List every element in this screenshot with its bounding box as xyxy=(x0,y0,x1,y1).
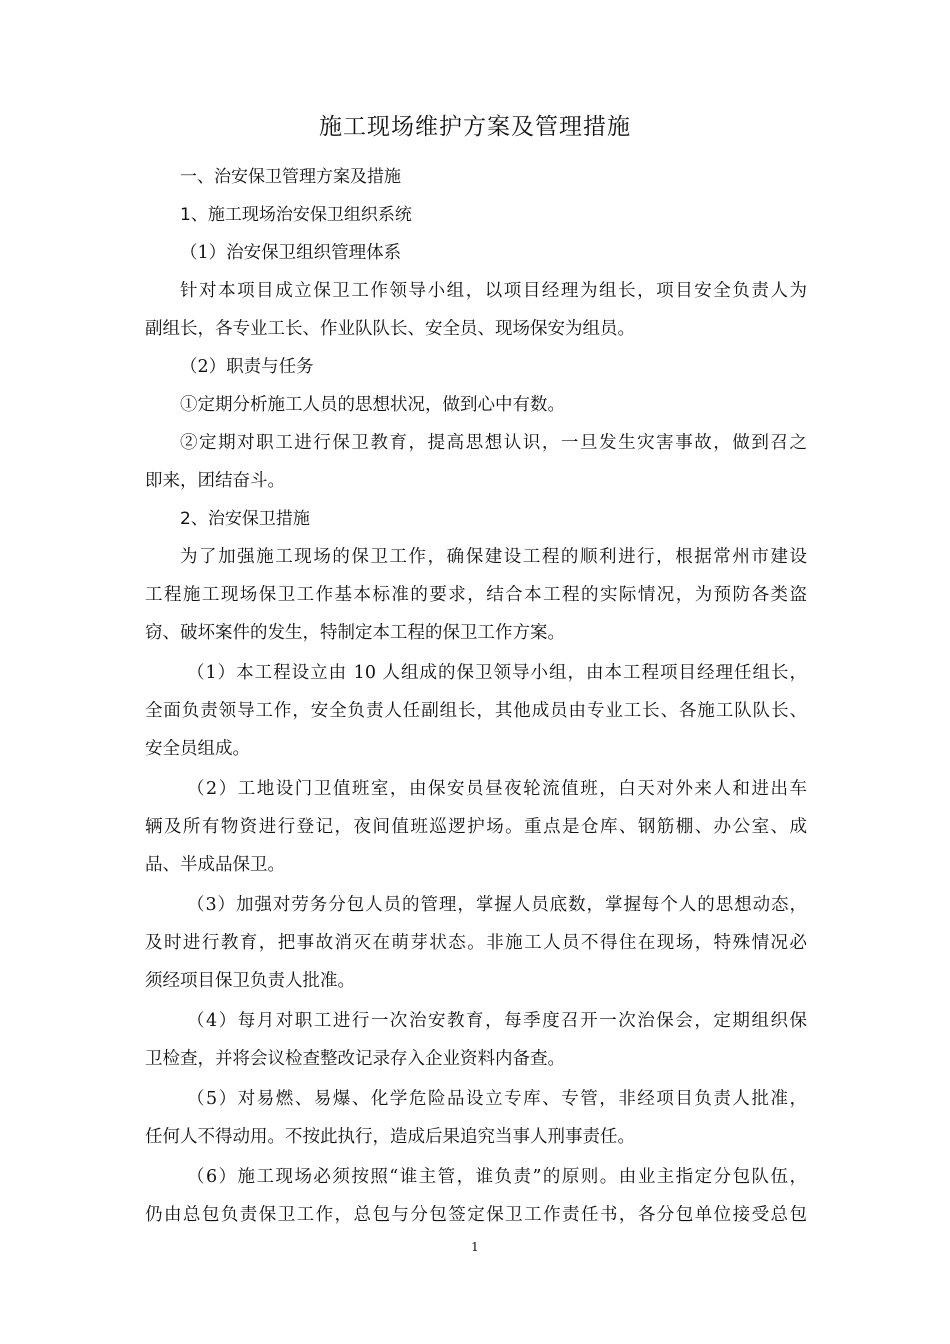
document-body xyxy=(145,158,807,1234)
paragraph-line: 针对本项目成立保卫工作领导小组，以项目经理为组长，项目安全负责人为 xyxy=(180,281,807,301)
paragraph-line: 任何人不得动用。不按此执行，造成后果追究当事人刑事责任。 xyxy=(145,1127,635,1147)
item-heading: （1）治安保卫组织管理体系 xyxy=(180,243,402,263)
item-heading: （2）职责与任务 xyxy=(180,357,314,377)
page-number: 1 xyxy=(471,1240,479,1254)
paragraph-line: ②定期对职工进行保卫教育，提高思想认识，一旦发生灾害事故，做到召之 xyxy=(180,433,807,453)
paragraph-line: （4）每月对职工进行一次治安教育，每季度召开一次治保会，定期组织保 xyxy=(187,1011,807,1031)
paragraph-line: 品、半成品保卫。 xyxy=(145,855,285,875)
paragraph-line: ①定期分析施工人员的思想状况，做到心中有数。 xyxy=(180,395,565,415)
subsection-heading: 2、治安保卫措施 xyxy=(180,509,310,529)
paragraph-line: （2）工地设门卫值班室，由保安员昼夜轮流值班，白天对外来人和进出车 xyxy=(187,779,807,799)
paragraph-line: 安全员组成。 xyxy=(145,739,250,759)
paragraph-line: （1）本工程设立由 10 人组成的保卫领导小组，由本工程项目经理任组长， xyxy=(187,663,807,683)
document-title: 施工现场维护方案及管理措施 xyxy=(319,114,631,140)
paragraph-line: 工程施工现场保卫工作基本标准的要求，结合本工程的实际情况，为预防各类盗 xyxy=(145,585,807,605)
section-heading: 一、治安保卫管理方案及措施 xyxy=(180,167,401,187)
paragraph-line: 窃、破坏案件的发生，特制定本工程的保卫工作方案。 xyxy=(145,623,565,643)
paragraph-line: 全面负责领导工作，安全负责人任副组长，其他成员由专业工长、各施工队队长、 xyxy=(145,701,807,721)
subsection-heading: 1、施工现场治安保卫组织系统 xyxy=(180,205,412,225)
paragraph-line: 即来，团结奋斗。 xyxy=(145,471,285,491)
paragraph-line: 仍由总包负责保卫工作，总包与分包签定保卫工作责任书，各分包单位接受总包 xyxy=(145,1205,807,1225)
paragraph-line: （6）施工现场必须按照“谁主管，谁负责”的原则。由业主指定分包队伍， xyxy=(187,1167,807,1187)
paragraph-line: 及时进行教育，把事故消灭在萌芽状态。非施工人员不得住在现场，特殊情况必 xyxy=(145,933,807,953)
paragraph-line: 副组长，各专业工长、作业队队长、安全员、现场保安为组员。 xyxy=(145,319,635,339)
paragraph-line: 为了加强施工现场的保卫工作，确保建设工程的顺利进行，根据常州市建设 xyxy=(180,547,807,567)
paragraph-line: 须经项目保卫负责人批准。 xyxy=(145,971,355,991)
paragraph-line: 卫检查，并将会议检查整改记录存入企业资料内备查。 xyxy=(145,1049,565,1069)
paragraph-line: （5）对易燃、易爆、化学危险品设立专库、专管，非经项目负责人批准， xyxy=(187,1089,807,1109)
paragraph-line: 辆及所有物资进行登记，夜间值班巡逻护场。重点是仓库、钢筋棚、办公室、成 xyxy=(145,817,807,837)
paragraph-line: （3）加强对劳务分包人员的管理，掌握人员底数，掌握每个人的思想动态， xyxy=(187,895,807,915)
